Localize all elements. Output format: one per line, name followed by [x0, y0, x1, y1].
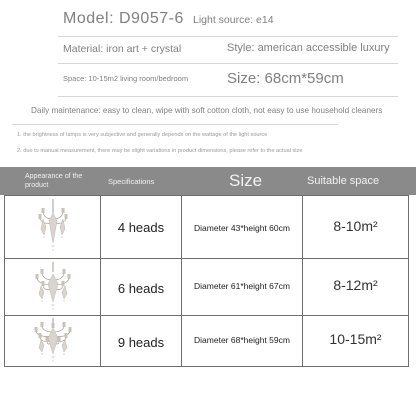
dimension-value: Diameter 43*height 60cm — [194, 223, 290, 233]
table-row — [302, 315, 409, 367]
table-row — [302, 258, 409, 316]
suitable-space-value: 10-15m² — [329, 331, 382, 347]
heads-count: 9 heads — [117, 335, 165, 350]
table-row — [100, 315, 182, 367]
table-row — [181, 315, 303, 367]
divider — [58, 63, 398, 64]
chandelier-image — [33, 262, 73, 312]
table-row — [100, 195, 182, 259]
chandelier-image — [36, 199, 70, 255]
suitable-space-value: 8-12m² — [333, 277, 378, 293]
heads-count: 4 heads — [117, 220, 165, 235]
size-table — [0, 167, 416, 401]
table-body — [0, 195, 416, 375]
size-label: Size: 68cm*59cm — [227, 70, 344, 87]
suitable-space-value: 8-10m² — [333, 218, 378, 234]
table-row-image — [4, 315, 101, 367]
header-specifications: Specifications — [108, 177, 155, 186]
model-label: Model: D9057-6 — [63, 10, 184, 27]
space-label: Space: 10-15m2 living room/bedroom — [63, 74, 189, 83]
table-row-image — [4, 195, 101, 259]
header-appearance: Appearance of the product — [25, 173, 83, 189]
divider — [12, 124, 338, 125]
note-brightness: 1. the brightness of lamps is very subjective and generally depends on the wattage of the light source — [17, 132, 268, 138]
table-row — [302, 195, 409, 259]
light-source-label: Light source: e14 — [193, 14, 274, 26]
table-row — [181, 258, 303, 316]
heads-count: 6 heads — [117, 281, 165, 296]
maintenance-text: Daily maintenance: easy to clean, wipe with soft cotton cloth, not easy to use household cleaners — [31, 106, 383, 115]
header-size: Size — [229, 171, 263, 190]
table-row-image — [4, 258, 101, 316]
dimension-value: Diameter 61*height 67cm — [194, 281, 290, 291]
chandelier-image — [31, 318, 75, 364]
divider — [58, 36, 398, 37]
style-label: Style: american accessible luxury — [227, 42, 390, 54]
dimension-value: Diameter 68*height 59cm — [194, 335, 290, 345]
table-row — [100, 258, 182, 316]
divider — [58, 96, 398, 97]
header-suitable-space: Suitable space — [307, 175, 380, 187]
material-label: Material: iron art + crystal — [63, 43, 182, 55]
note-measurement: 2. due to manual measurement, there may be slight variations in product dimensions, please refer to the actual size — [17, 148, 303, 154]
table-header — [0, 167, 416, 195]
table-row — [181, 195, 303, 259]
